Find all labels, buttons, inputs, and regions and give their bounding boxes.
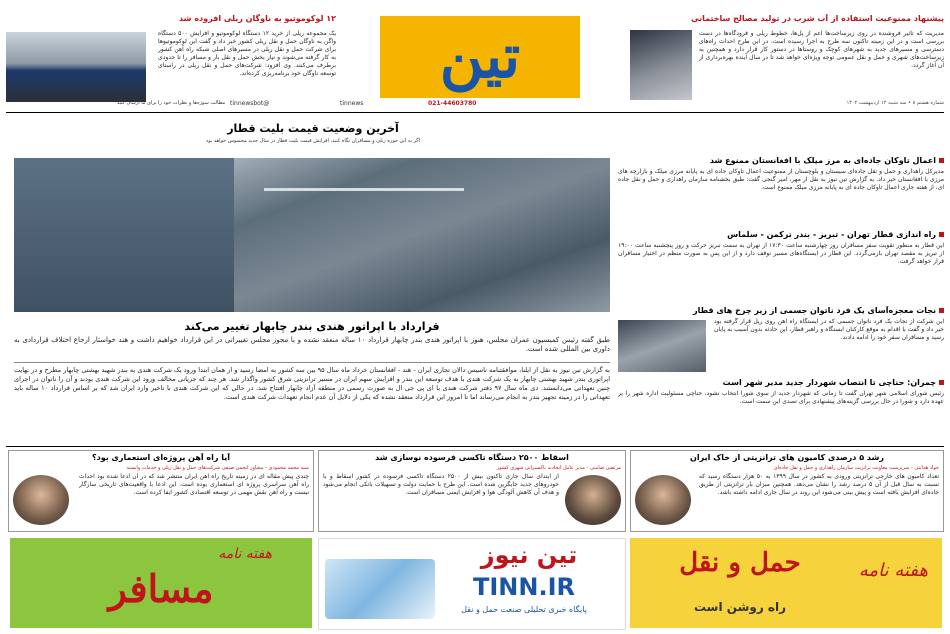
column-title: اسقاط ۲۵۰۰ دستگاه تاکسی فرسوده نوسازی شد (375, 453, 569, 462)
author-avatar (635, 475, 691, 525)
feature-kicker-sub: اگر به این حوزه ریلی و مسافران نگاه کنید، افزایش قیمت بلیت قطار در سال جدید محسوس خواهد بود (206, 138, 420, 144)
masthead-date: شماره هشتم ۸ • سه شنبه ۱۲ اردیبهشت ۱۴۰۲ (846, 100, 944, 106)
masthead-phone: 021-44603780 (428, 100, 477, 107)
ad-tinn-sub: پایگاه خبری تحلیلی صنعت حمل و نقل (461, 605, 587, 614)
ad-hamlonaql-big: حمل و نقل (679, 548, 801, 578)
official-photo (630, 30, 692, 100)
sidebar-item (618, 378, 944, 444)
column-byline: مرتضی ضامنی - مدیر عامل اتحادیه تاکسیرانی شهری کشور (496, 465, 621, 471)
masthead-logo-box (380, 16, 580, 98)
sidebar-item-title: چمران: حناچی تا انتصاب شهردار جدید مدیر شهر است (722, 378, 936, 387)
ad-hamlonaql-small: هفته نامه (858, 560, 928, 581)
ad-mosafer[interactable] (10, 538, 312, 628)
ad-tinn[interactable] (318, 538, 626, 630)
port-cranes (264, 188, 464, 211)
bullet-icon (939, 308, 944, 313)
column-box (630, 450, 944, 532)
vehicles-graphic (325, 559, 435, 619)
bullet-icon (939, 158, 944, 163)
top-divider (6, 112, 944, 113)
sidebar-item (618, 230, 944, 302)
feature-headline: قرارداد با اپراتور هندی بندر چابهار تغییر می‌کند (184, 320, 440, 333)
column-byline: جواد هدایتی - سرپرست معاونت ترانزیت سازمان راهداری و حمل و نقل جاده‌ای (773, 465, 939, 471)
sidebar-item-body: رئیس شورای اسلامی شهر تهران گفت تا زمانی که شهردار جدید از سوی شورا انتخاب نشود، حناچی مسئولیت اداره شهر را بر عهده دارد و شورا در حال بررسی گزینه‌های پیشنهادی برای تصدی این سمت است. (618, 390, 944, 405)
column-title: آیا راه آهن پروژه‌ای استعماری بود؟ (91, 453, 231, 462)
ad-hamlonaql-sub: راه روشن است (693, 600, 787, 614)
column-body: چندی پیش مقاله ای در زمینه تاریخ راه آهن ایران منتشر شد که در آن ادعا شده بود احداث راه آهن سراسری پروژه ای استعماری بوده است. این ادعا با واقعیت‌های تاریخی سازگار نیست و راه آهن نقش مهمی در توسعه اقتصادی کشور ایفا کرده است. (79, 473, 309, 496)
ad-hamlonaql[interactable] (630, 538, 942, 628)
feature-rule (14, 362, 610, 363)
top-left-body: یک مجموعه ریلی از خرید ۱۲ دستگاه لوکوموتیو و افزایش ۵۰۰ دستگاه واگن به ناوگان حمل و نقل ریلی کشور خبر داد و گفت این لوکوموتیوها برای شرکت حمل و نقل ریلی در مسیرهای اصلی شبکه راه آهن کشور به کار گرفته می‌شوند و نیاز بخش حمل و نقل بار و مسافر را تا حدودی برطرف می‌کنند. وی افزود: شرکت‌های حمل و نقل ریلی در راستای توسعه ناوگان خود برنامه‌ریزی کرده‌اند. (158, 30, 336, 77)
top-left-title: ۱۲ لوکوموتیو به ناوگان ریلی افزوده شد (179, 14, 336, 23)
ad-mosafer-big: مسافر (108, 566, 214, 611)
feature-kicker: آخرین وضعیت قیمت بلیت قطار (227, 122, 399, 135)
sidebar-item-title: نجات معجزه‌آسای یک فرد ناتوان جسمی از زیر چرخ های قطار (693, 306, 936, 315)
bullet-icon (939, 232, 944, 237)
column-body: تعداد کامیون های خارجی ترانزیتی ورودی به کشور در سال ۱۳۹۹ به ۵۰ هزار دستگاه رسید که نسبت به سال قبل از آن ۵ درصد رشد را نشان می‌دهد. همچنین میزان بار ترانزیتی از طریق جاده‌ای افزایش یافته است و پیش بینی می‌شود این روند در سال جاری ادامه داشته باشد. (699, 473, 939, 496)
bullet-icon (939, 380, 944, 385)
port-water (14, 158, 234, 312)
top-right-body: مدیریت که تاثیر فروشنده در روی زیرساخت‌ها اعم از پل‌ها، خطوط ریلی و فرودگاه‌ها در دست بررسی است و در این زمینه تاکنون سه طرح به اجرا رسیده است. در این طرح احداث راه‌های دسترسی و مسیرهای جدید به شهرهای کوچک و روستاها در دستور کار قرار دارد و همچنین به زیرساخت‌های شهری و حمل و نقل عمومی توجه ویژه‌ای خواهد شد تا در سال آینده بهره‌برداری از آن آغاز گردد. (699, 30, 944, 69)
top-left-article (6, 14, 336, 106)
feature-lead: طبق گفته رئیس کمیسیون عمران مجلس، هنوز با اپراتور هندی بندر چابهار قرارداد ۱۰ ساله منعقد نشده و با مجوز مجلس تغییراتی در این قرارداد خواهیم داشت و هند خواستار ارجاع اختلاف قراردادی به داوری بین المللی شده است. (14, 336, 610, 353)
masthead-web[interactable]: tinnews (340, 100, 364, 107)
sidebar-item-body: این قطار به منظور تقویت سفر مسافران روز چهارشنبه ساعت ۱۷:۳۰ از تهران به سمت تبریز حرکت و روز پنجشنبه ساعت ۱۹:۰۰ از تبریز به مقصد تهران بازمی‌گردد. این قطار در ایستگاه‌های مسیر توقف دارد و از این پس به صورت منظم در اختیار مسافران قرار خواهد گرفت. (618, 242, 944, 265)
ad-mosafer-small: هفته نامه (218, 546, 272, 562)
column-box (8, 450, 314, 532)
masthead-social[interactable]: @tinnewsbot (230, 100, 270, 107)
mid-divider (6, 446, 944, 447)
train-rescue-photo (618, 320, 706, 372)
sidebar-item-title: راه اندازی قطار تهران - تبریز - بندر ترکمن - سلماس (727, 230, 936, 239)
port-photo (14, 158, 610, 312)
author-avatar (13, 475, 69, 525)
column-byline: سید محمد محمودی - مشاور انجمن صنفی شرکت‌های حمل و نقل ریلی و خدمات وابسته (126, 465, 309, 471)
ad-tinn-url: TINN.IR (473, 573, 575, 601)
top-right-article (630, 14, 944, 106)
column-body: از ابتدای سال جاری تاکنون بیش از ۲۵۰۰ دستگاه تاکسی فرسوده در کشور اسقاط و با خودروهای جدید جایگزین شده است. این طرح با حمایت دولت و تسهیلات بانکی انجام می‌شود و هدف آن کاهش آلودگی هوا و افزایش ایمنی مسافران است. (323, 473, 559, 496)
author-avatar (565, 475, 621, 525)
sidebar-item-title: اعمال تاوکان جاده‌ای به مرز میلک با افغانستان ممنوع شد (709, 156, 936, 165)
sidebar-item-body: مدیرکل راهداری و حمل و نقل جاده‌ای سیستان و بلوچستان از ممنوعیت اعمال تاوکان جاده ای به پایانه مرزی میلک و بازارچه های مرزی با افغانستان خبر داد. به گزارش تین نیوز به نقل از مهر، امیر گنجی گفت: طبق بخشنامه سازمان راهداری و حمل و نقل جاده ای، از هفته جاری اعمال تاوکان جاده ای به پایانه مرزی میلک ممنوع است. (618, 168, 944, 191)
logo-text: تین (439, 22, 521, 92)
column-title: رشد ۵ درصدی کامیون های ترانزیتی از خاک ایران (690, 453, 884, 462)
sidebar (618, 156, 944, 444)
top-left-more[interactable]: مطالب سوژه‌ها و نظرات خود را برای ما ارسال کنید (116, 100, 226, 106)
column-box (318, 450, 626, 532)
sidebar-item (618, 306, 944, 374)
top-right-title: پیشنهاد ممنوعیت استفاده از آب شرب در تولید مصالح ساختمانی (690, 14, 944, 23)
locomotive-photo (6, 32, 146, 102)
ad-tinn-top: تین نیوز (480, 541, 578, 569)
sidebar-item (618, 156, 944, 226)
feature-body: به گزارش تین نیوز به نقل از ایلنا، موافقتنامه تاسیس دالان تجاری ایران - هند - افغانستان خرداد ماه سال ۹۵ بین سه کشور به امضا رسید و از همان ابتدا ورود یک شرکت هندی به بندر شهید بهشتی چابهار مطرح و در نهایت اپراتوری بندر شهید بهشتی چابهار به یک شرکت هندی با هدف توسعه این بندر و افزایش سهم ایران در مسیر ترانزیتی شرق کشور واگذار شد. هر چند که جریانی مخالف ورود این شرکت هندی بودند و آن را ناتوان در اجرای چنین تعهداتی می‌دانستند. دی ماه سال ۹۷ دفتر شرکت هندی با ای پی جی ال به صورت رسمی در منطقه آزاد چابهار افتتاح شد. در حالی که این شرکت هندی با تاخیر وارد ایران شد که بر اساس قرارداد ۱۰ ساله باید تعهداتی را در زمینه تجهیز بندر به انجام می‌رساند اما تا امروز این قرارداد منعقد نشده که یکی از دلایل آن عدم انجام تعهدات شرکت هندی است. (14, 366, 610, 401)
sidebar-item-body: این شرکت از نجات یک فرد ناتوان جسمی که در ایستگاه راه آهن روی ریل قرار گرفته بود خبر داد و گفت با اقدام به موقع کارکنان ایستگاه و راهبر قطار، این حادثه بدون آسیب به پایان رسید و مسافران سفر خود را ادامه دادند. (714, 318, 944, 341)
